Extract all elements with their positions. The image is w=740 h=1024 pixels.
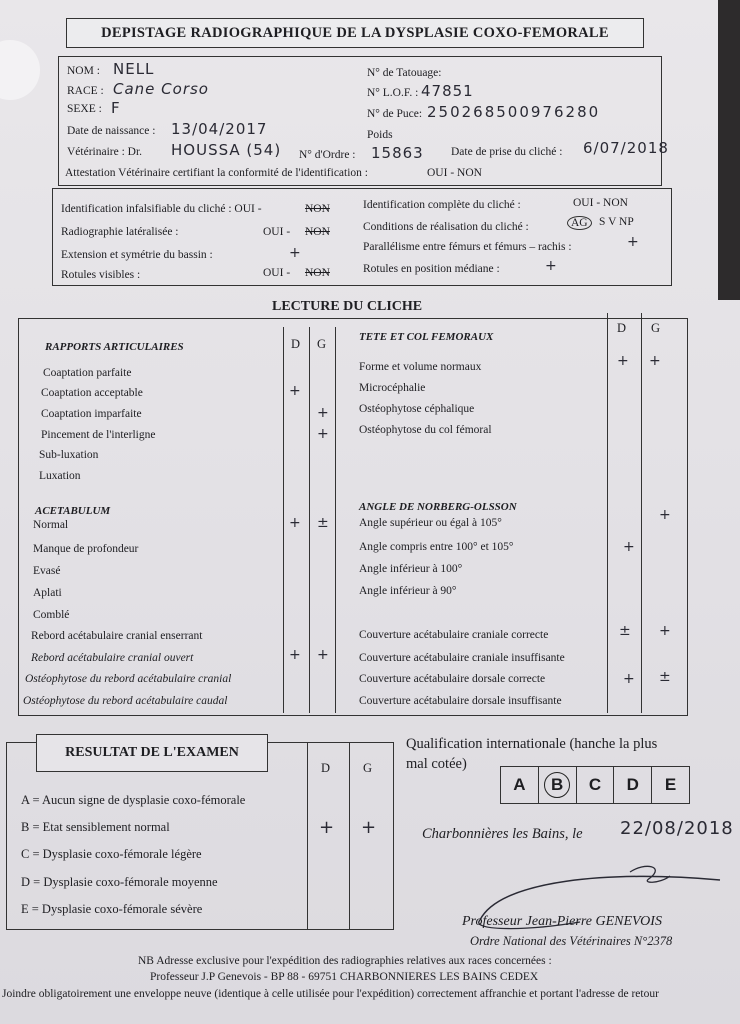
rapport-item: Coaptation imparfaite	[41, 408, 142, 420]
res-col-d: D	[321, 761, 331, 775]
lof-value: 47851	[421, 82, 474, 100]
mark-angle-100-d: +	[623, 539, 635, 555]
acetabulum-item: Normal	[33, 519, 69, 531]
ordre-label: N° d'Ordre :	[299, 149, 356, 161]
mark-dorsal-correct-d: +	[623, 671, 635, 687]
norberg-header: ANGLE DE NORBERG-OLSSON	[359, 501, 517, 513]
background-edge	[718, 0, 740, 300]
signature-place: Charbonnières les Bains, le	[422, 826, 583, 842]
mark-cranial-correct-d: ±	[619, 623, 631, 639]
result-item: E = Dysplasie coxo-fémorale sévère	[21, 902, 203, 916]
footer-line2: Professeur J.P Genevois - BP 88 - 69751 CHARBONNIERES LES BAINS CEDEX	[150, 971, 539, 983]
norberg-item: Angle compris entre 100° et 105°	[359, 541, 514, 553]
mark-cranial-correct-g: +	[659, 623, 671, 639]
acetabulum-item: Ostéophytose du rebord acétabulaire caudal	[23, 695, 228, 707]
grade-c: C	[577, 767, 615, 803]
acetabulum-item: Manque de profondeur	[33, 543, 139, 555]
rapport-item: Coaptation acceptable	[41, 387, 143, 399]
rapport-item: Pincement de l'interligne	[41, 429, 156, 441]
col-d-right: D	[617, 321, 627, 335]
cond-rest: S V NP	[599, 216, 634, 228]
acetabulum-item: Aplati	[33, 587, 62, 599]
rotules-non: NON	[305, 267, 330, 279]
document-title: DEPISTAGE RADIOGRAPHIQUE DE LA DYSPLASIE COXO-FEMORALE	[101, 25, 609, 41]
ident-label: Identification infalsifiable du cliché : OUI -	[61, 203, 262, 215]
tete-header: TETE ET COL FEMORAUX	[359, 331, 494, 343]
lateral-oui: OUI -	[263, 226, 291, 238]
qualification-line1: Qualification internationale (hanche la plus	[406, 736, 658, 752]
col-g-right: G	[651, 321, 661, 335]
veterinaire-label: Vétérinaire : Dr.	[67, 146, 143, 158]
title-box	[66, 18, 644, 48]
rotules-med-mark: +	[545, 258, 557, 274]
tete-item: Ostéophytose céphalique	[359, 403, 475, 415]
couverture-item: Couverture acétabulaire dorsale correcte	[359, 673, 546, 685]
resultat-title-box	[36, 734, 268, 772]
footer-line3: Joindre obligatoirement une enveloppe neuve (identique à celle utilisée pour l'expédition) correctement affranchie et portant l'adresse de retour	[2, 988, 659, 1000]
couverture-item: Couverture acétabulaire dorsale insuffisante	[359, 695, 562, 707]
nom-value: NELL	[113, 60, 155, 78]
grade-b-label: B	[544, 772, 570, 798]
identity-box	[58, 56, 669, 186]
rotules-med-label: Rotules en position médiane :	[363, 263, 500, 275]
qualification-line2: mal cotée)	[406, 756, 467, 772]
result-b-d: +	[319, 817, 335, 838]
lecture-title: LECTURE DU CLICHE	[272, 299, 423, 314]
couverture-item: Couverture acétabulaire craniale insuffisante	[359, 652, 565, 664]
cond-ag-circled: AG	[567, 216, 592, 230]
complete-value: OUI - NON	[573, 197, 628, 209]
signature-ordre: Ordre National des Vétérinaires N°2378	[470, 934, 673, 948]
result-item: C = Dysplasie coxo-fémorale légère	[21, 847, 202, 861]
sexe-label: SEXE :	[67, 103, 102, 115]
sexe-value: F	[111, 99, 121, 117]
result-item: D = Dysplasie coxo-fémorale moyenne	[21, 875, 218, 889]
col-g-left: G	[317, 337, 327, 351]
rapports-header: RAPPORTS ARTICULAIRES	[45, 341, 184, 353]
result-item: B = Etat sensiblement normal	[21, 820, 170, 834]
extension-label: Extension et symétrie du bassin :	[61, 249, 213, 261]
rotules-label: Rotules visibles :	[61, 269, 141, 281]
ordre-value: 15863	[371, 144, 424, 162]
poids-label: Poids	[367, 129, 393, 141]
couverture-item: Couverture acétabulaire craniale correcte	[359, 629, 549, 641]
acetabulum-item: Evasé	[33, 565, 61, 577]
ident-non: NON	[305, 203, 330, 215]
lecture-table	[18, 318, 688, 716]
rapport-item: Coaptation parfaite	[43, 367, 132, 379]
mark-ouvert-d: +	[289, 647, 301, 663]
lateral-non: NON	[305, 226, 330, 238]
lof-label: N° L.O.F. :	[367, 87, 419, 99]
race-value: Cane Corso	[113, 80, 209, 98]
norberg-item: Angle inférieur à 100°	[359, 563, 463, 575]
acetabulum-item: Ostéophytose du rebord acétabulaire cranial	[25, 673, 232, 685]
rotules-oui: OUI -	[263, 267, 291, 279]
attestation-value: OUI - NON	[427, 167, 482, 179]
signature-date: 22/08/2018	[620, 818, 734, 839]
tete-item: Forme et volume normaux	[359, 361, 482, 373]
lateral-label: Radiographie latéralisée :	[61, 226, 179, 238]
acetabulum-item: Comblé	[33, 609, 70, 621]
acetabulum-item: Rebord acétabulaire cranial enserrant	[31, 630, 203, 642]
mark-coapt-acceptable-d: +	[289, 383, 301, 399]
norberg-item: Angle supérieur ou égal à 105°	[359, 517, 502, 529]
cliche-date-value: 6/07/2018	[583, 139, 669, 157]
rapport-item: Luxation	[39, 470, 81, 482]
tatouage-label: N° de Tatouage:	[367, 67, 442, 79]
paper-fold	[0, 40, 40, 100]
grade-a: A	[501, 767, 539, 803]
mark-normal-d: +	[289, 515, 301, 531]
footer-line1: NB Adresse exclusive pour l'expédition des radiographies relatives aux races concernées :	[138, 955, 552, 967]
col-d-left: D	[291, 337, 301, 351]
res-col-g: G	[363, 761, 373, 775]
complete-label: Identification complète du cliché :	[363, 199, 521, 211]
rapport-item: Sub-luxation	[39, 449, 99, 461]
race-label: RACE :	[67, 85, 104, 97]
mark-dorsal-correct-g: ±	[659, 669, 671, 685]
resultat-title: RESULTAT DE L'EXAMEN	[65, 745, 239, 760]
mark-coapt-imparfaite-g: +	[317, 405, 329, 421]
mark-forme-g: +	[649, 353, 661, 369]
mark-normal-g: ±	[317, 515, 329, 531]
norberg-item: Angle inférieur à 90°	[359, 585, 457, 597]
grade-d: D	[614, 767, 652, 803]
mark-angle-sup-g: +	[659, 507, 671, 523]
result-b-g: +	[361, 817, 377, 838]
attestation-label: Attestation Vétérinaire certifiant la conformité de l'identification :	[65, 167, 368, 179]
result-item: A = Aucun signe de dysplasie coxo-fémorale	[21, 793, 246, 807]
puce-label: N° de Puce:	[367, 108, 423, 120]
extension-mark: +	[289, 245, 301, 261]
grade-e: E	[664, 775, 677, 794]
conditions-label: Conditions de réalisation du cliché :	[363, 221, 529, 233]
naissance-label: Date de naissance :	[67, 125, 156, 137]
acetabulum-item: Rebord acétabulaire cranial ouvert	[31, 652, 194, 664]
grade-strip	[500, 766, 690, 804]
parallel-mark: +	[627, 234, 639, 250]
nom-label: NOM :	[67, 65, 100, 77]
mark-forme-d: +	[617, 353, 629, 369]
tete-item: Ostéophytose du col fémoral	[359, 424, 492, 436]
mark-ouvert-g: +	[317, 647, 329, 663]
acetabulum-header: ACETABULUM	[35, 505, 111, 517]
naissance-value: 13/04/2017	[171, 120, 268, 138]
mark-pincement-g: +	[317, 426, 329, 442]
cliche-date-label: Date de prise du cliché :	[451, 146, 563, 158]
puce-value: 250268500976280	[427, 103, 601, 121]
veterinaire-value: HOUSSA (54)	[171, 141, 282, 159]
tete-item: Microcéphalie	[359, 382, 426, 394]
signature-name: Professeur Jean-Pierre GENEVOIS	[462, 914, 662, 929]
parallel-label: Parallélisme entre fémurs et fémurs – rachis :	[363, 241, 572, 253]
grade-b-selected	[539, 767, 577, 803]
checks-box	[52, 188, 672, 286]
